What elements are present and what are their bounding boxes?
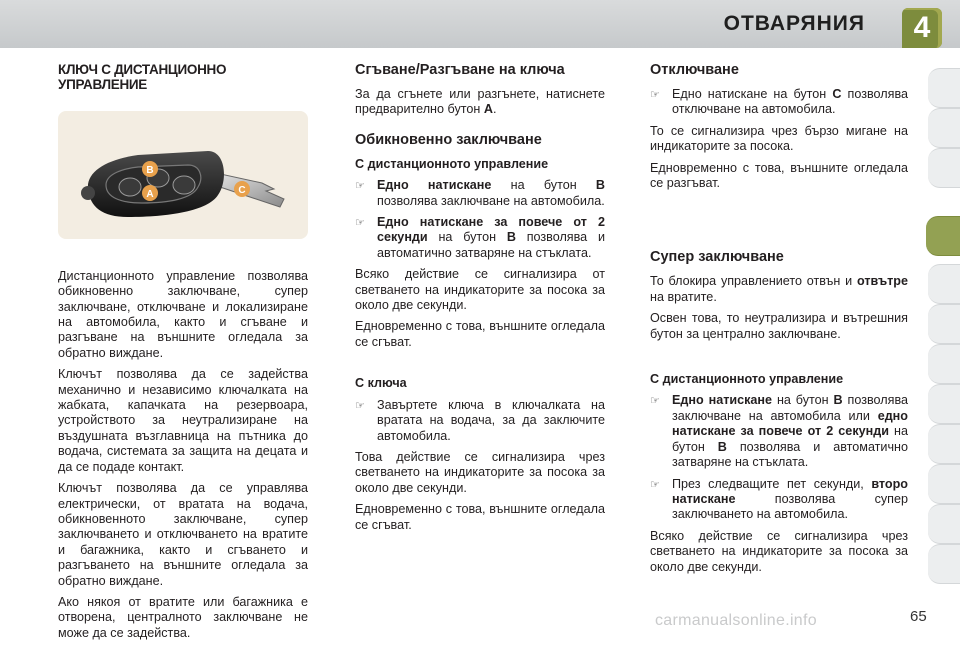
side-tab-8[interactable]: [928, 384, 960, 424]
column-right: [650, 62, 908, 581]
paragraph: То се сигнализира чрез бързо мигане на индикаторите за посока.: [650, 123, 908, 154]
paragraph: Това действие се сигнализира чрез светването на индикаторите за посока за около две секунди.: [355, 449, 605, 495]
page-number: 65: [910, 608, 927, 625]
remote-key-image: [58, 111, 308, 239]
paragraph: Ключът позволява да се управлява електрически, от вратата на водача, обикновенното заключване, супер заключването и отключването на вратите и багажника, както и сгъването и разгъването на външните огледала за обратно виждане.: [58, 481, 308, 588]
section-title-unlocking: Отключване: [650, 62, 739, 78]
key-label-b: B: [146, 164, 154, 176]
paragraph: Дистанционното управление позволява обикновенно заключване, супер заключване, отключване и локализиране на автомобила, както и сгъване и разгъване на външните огледала за обратно виждане.: [58, 268, 308, 360]
paragraph: Едновременно с това, външните огледала се разгъват.: [650, 160, 908, 191]
paragraph: Едновременно с това, външните огледала се сгъват.: [355, 502, 605, 532]
key-label-a: A: [146, 188, 154, 200]
paragraph: Освен това, то неутрализира и вътрешния бутон за централно заключване.: [650, 311, 908, 341]
side-tabs: [928, 68, 960, 608]
pointing-hand-icon: ☞: [355, 180, 365, 193]
paragraph: Всяко действие се сигнализира от светването на индикаторите за посока за около две секунди.: [355, 267, 605, 313]
side-tab-3[interactable]: [928, 148, 960, 188]
remote-key-illustration: [58, 111, 308, 239]
side-tab-11[interactable]: [928, 504, 960, 544]
key-label-c: C: [238, 184, 246, 196]
list-item: ☞ Едно натискане на бутон В позволява заключване на автомобила или едно натискане за повече от 2 секунди на бутон В позволява и автоматично затваряне на стъклата.: [650, 393, 908, 470]
subheading: С дистанционното управление: [650, 372, 844, 387]
list-item: ☞ Едно натискане на бутон С позволява отключване на автомобила.: [650, 87, 909, 117]
chapter-number-badge: 4: [902, 8, 942, 48]
pointing-hand-icon: ☞: [355, 217, 365, 230]
paragraph: Ако някоя от вратите или багажника е отворена, централното заключване не може да се задейства.: [58, 594, 308, 640]
pointing-hand-icon: ☞: [650, 478, 660, 491]
section-title-folding: Сгъване/Разгъване на ключа: [355, 62, 565, 78]
pointing-hand-icon: ☞: [355, 399, 365, 412]
side-tab-5[interactable]: [928, 264, 960, 304]
section-title-super-locking: Супер заключване: [650, 249, 784, 266]
paragraph: За да сгънете или разгънете, натиснете предварително бутон А.: [355, 87, 605, 117]
side-tab-10[interactable]: [928, 464, 960, 504]
paragraph: Едновременно с това, външните огледала се сгъват.: [355, 319, 605, 349]
section-title-normal-locking: Обикновенно заключване: [355, 131, 542, 148]
pointing-hand-icon: ☞: [650, 89, 660, 101]
list-item: ☞ Завъртете ключа в ключалката на вратата на водача, за да заключите автомобила.: [355, 397, 605, 443]
paragraph: Всяко действие се сигнализира чрез светването на индикаторите за посока за около две секунди.: [650, 528, 908, 574]
paragraph: Ключът позволява да се задейства механично и независимо ключалката на жабката, капачката на резервоара, устройството за неутрализиране на въздушната възглавница на пътника до водача, системата за защита на децата и да се подаде контакт.: [58, 367, 308, 474]
column-left: [58, 62, 308, 647]
side-tab-12[interactable]: [928, 544, 960, 584]
column-middle: [355, 62, 605, 539]
side-tab-7[interactable]: [928, 344, 960, 384]
list-item: ☞ През следващите пет секунди, второ натискане позволява супер заключването на автомобила.: [650, 476, 908, 522]
side-tab-active[interactable]: [926, 216, 960, 256]
side-tab-6[interactable]: [928, 304, 960, 344]
side-tab-9[interactable]: [928, 424, 960, 464]
paragraph: То блокира управлението отвън и отвътре на вратите.: [650, 274, 908, 304]
side-tab-1[interactable]: [928, 68, 960, 108]
subheading: С дистанционното управление: [355, 156, 549, 171]
side-tab-2[interactable]: [928, 108, 960, 148]
chapter-title: ОТВАРЯНИЯ: [723, 12, 865, 35]
subheading: С ключа: [355, 376, 407, 391]
watermark: carmanualsonline.info: [655, 612, 817, 629]
list-item: ☞ Едно натискане за повече от 2 секунди на бутон В позволява и автоматично затваряне на стъклата.: [355, 215, 605, 260]
pointing-hand-icon: ☞: [650, 395, 660, 408]
list-item: ☞ Едно натискане на бутон В позволява заключване на автомобила.: [355, 178, 606, 208]
section-heading-remote-key: КЛЮЧ С ДИСТАНЦИОННО УПРАВЛЕНИЕ: [58, 62, 227, 93]
